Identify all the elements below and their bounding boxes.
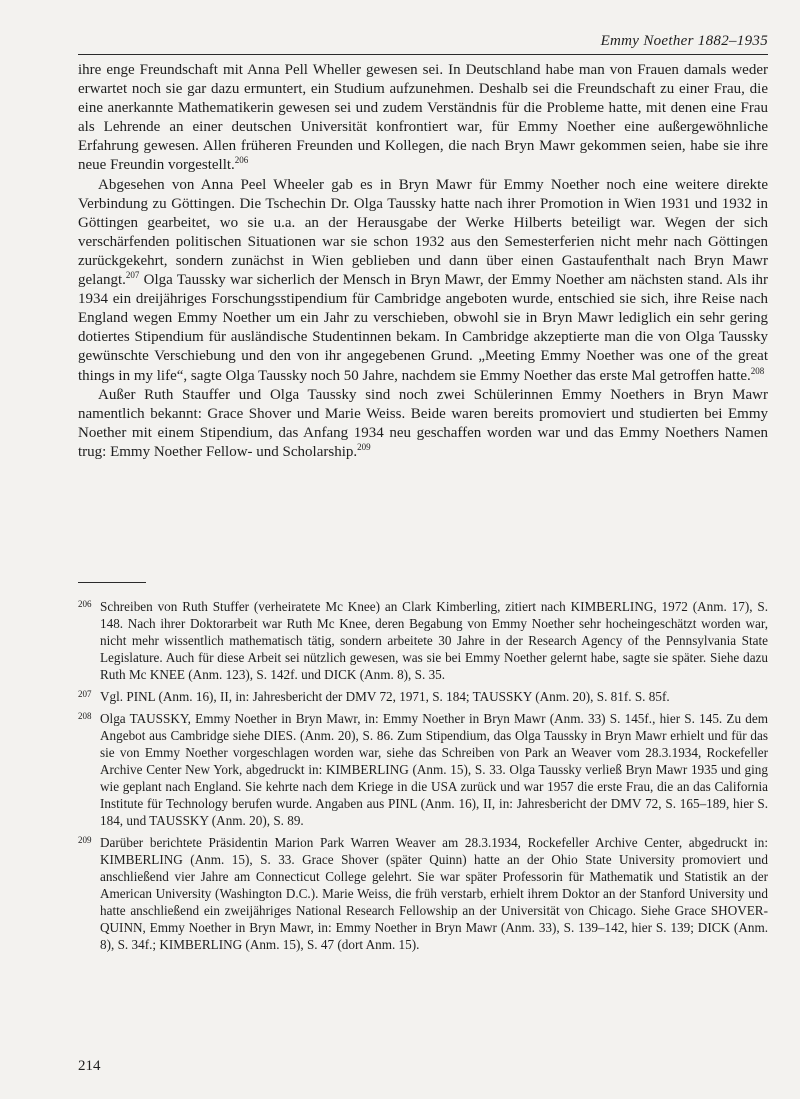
footnote-number: 206 [78, 599, 92, 609]
paragraph-text: Außer Ruth Stauffer und Olga Taussky sind noch zwei Schülerinnen Emmy Noethers in Bryn Mawr namentlich bekannt: Grace Shover und Marie Weiss. Beide waren bereits promoviert und studierten bei Emmy Noether mit einem Stipendium, das Anfang 1934 neu geschaffen worden war und das Emmy Noethers Namen trug: Emmy Noether Fellow- und Scholarship. [78, 386, 768, 460]
running-head: Emmy Noether 1882–1935 [600, 33, 768, 49]
footnote-text: Darüber berichtete Präsidentin Marion Park Warren Weaver am 28.3.1934, Rockefeller Archive Center, abgedruckt in: KIMBERLING (Anm. 15), S. 33. Grace Shover (später Quinn) hatte an der Ohio State University promoviert und anschließend vier Jahre am Connecticut College gelehrt. Sie war später Professorin für Mathematik und Statistik an der American University (Washington D.C.). Marie Weiss, die früh verstarb, erhielt ihrem Doktor an der Stanford University und hatte anschließend ein zweijähriges National Research Fellowship an der Universität von Chicago. Siehe Grace SHOVER-QUINN, Emmy Noether in Bryn Mawr, in: Emmy Noether in Bryn Mawr (Anm. 33), S. 139–142, hier S. 139; DICK (Anm. 8), S. 34f.; KIMBERLING (Anm. 15), S. 47 (dort Anm. 15). [100, 835, 768, 952]
paragraph-1 [78, 61, 768, 176]
paragraph-2 [78, 176, 768, 386]
paragraph-3 [78, 386, 768, 462]
footnote-text: Olga TAUSSKY, Emmy Noether in Bryn Mawr, in: Emmy Noether in Bryn Mawr (Anm. 33) S. 145f., hier S. 145. Zu dem Angebot aus Cambridge siehe DIES. (Anm. 20), S. 86. Zum Stipendium, das Olga Taussky in Bryn Mawr erhielt und für das sie von Emmy Noether vorgeschlagen worden war, siehe das Schreiben von Park an Weaver vom 28.3.1934, Rockefeller Archive Center New York, abgedruckt in: KIMBERLING (Anm. 15), S. 33. Olga Taussky verließ Bryn Mawr 1935 und ging wie geplant nach England. Sie kehrte nach dem Kriege in die USA zurück und war 1957 die erste Frau, die an das California Institute für Technology berufen wurde. Angaben aus PINL (Anm. 16), II, in: Jahresbericht der DMV 72, S. 165–189, hier S. 184, und TAUSSKY (Anm. 20), S. 89. [100, 711, 768, 828]
header-rule [78, 54, 768, 55]
footnotes [78, 598, 768, 958]
paragraph-text: ihre enge Freundschaft mit Anna Pell Wheller gewesen sei. In Deutschland habe man von Frauen damals weder erwartet noch sie gar dazu ermuntert, ein Studium aufzunehmen. Deshalb sei die Freundschaft zu einer Frau, die eine anerkannte Mathematikerin gewesen sei und zudem Verständnis für die Probleme hatte, mit denen eine Frau als Lehrende an einer deutschen Universität konfrontiert war, für Emmy Noether eine außergewöhnliche Erfahrung gewesen. Allen früheren Freunden und Kollegen, die nach Bryn Mawr gekommen seien, habe sie ihre neue Freundin vorgestellt. [78, 62, 768, 174]
footnote-ref[interactable]: 207 [125, 270, 140, 281]
footnote-ref[interactable]: 206 [234, 155, 249, 166]
footnote-text: Vgl. PINL (Anm. 16), II, in: Jahresbericht der DMV 72, 1971, S. 184; TAUSSKY (Anm. 20), S. 81f. S. 85f. [100, 689, 670, 704]
main-text [78, 61, 768, 462]
paragraph-text: Abgesehen von Anna Peel Wheeler gab es in Bryn Mawr für Emmy Noether noch eine weitere direkte Verbindung zu Göttingen. Die Tschechin Dr. Olga Taussky hatte nach ihrer Promotion in Wien 1931 und 1932 in Göttingen gearbeitet, wo sie u.a. an der Herausgabe der Werke Hilberts beteiligt war. Wegen der sich verschärfenden politischen Situationen war sie schon 1932 aus den Semesterferien nicht mehr nach Göttingen zurückgekehrt, sondern zunächst in Wien geblieben und dann über einen Gastaufenthalt nach Bryn Mawr gelangt. [78, 176, 768, 289]
footnote-207 [78, 688, 768, 705]
footnote-ref[interactable]: 208 [750, 365, 765, 376]
footnote-ref[interactable]: 209 [357, 441, 371, 452]
footnote-number: 209 [78, 835, 92, 845]
footnote-number: 208 [78, 711, 92, 721]
footnote-separator [78, 582, 146, 583]
footnote-209 [78, 834, 768, 953]
footnote-206 [78, 598, 768, 683]
footnote-number: 207 [78, 689, 92, 699]
paragraph-text-continued: Olga Taussky war sicherlich der Mensch in Bryn Mawr, der Emmy Noether am nächsten stand. Als ihr 1934 ein dreijähriges Forschungsstipendium für Cambridge angeboten wurde, entschied sie sich, ihre Reise nach England wegen Emmy Noether um ein Jahr zu verschieben, obwohl sie in Bryn Mawr lediglich ein sehr gering dotiertes Stipendium für ausländische Studentinnen bekam. In Cambridge akzeptierte man die von Olga Taussky gewünschte Verschiebung und den von ihr angegebenen Grund. „Meeting Emmy Noether was one of the great things in my life“, sagte Olga Taussky noch 50 Jahre, nachdem sie Emmy Noether das erste Mal getroffen hatte. [78, 272, 768, 384]
footnote-text: Schreiben von Ruth Stuffer (verheiratete Mc Knee) an Clark Kimberling, zitiert nach KIMBERLING, 1972 (Anm. 17), S. 148. Nach ihrer Doktorarbeit war Ruth Mc Knee, deren Begabung von Emmy Noether sehr hocheingeschätzt worden war, nicht mehr wissentlich mathematisch tätig, sondern arbeitete 30 Jahre in der Research Agency of the Pennsylvania State Legislature. Auch für diese Arbeit sei nützlich gewesen, was sie bei Emmy Noether gelernt habe, sagte sie später. Siehe dazu Ruth Mc KNEE (Anm. 123), S. 142f. und DICK (Anm. 8), S. 35. [100, 599, 768, 682]
page-number: 214 [78, 1058, 101, 1074]
footnote-208 [78, 710, 768, 829]
